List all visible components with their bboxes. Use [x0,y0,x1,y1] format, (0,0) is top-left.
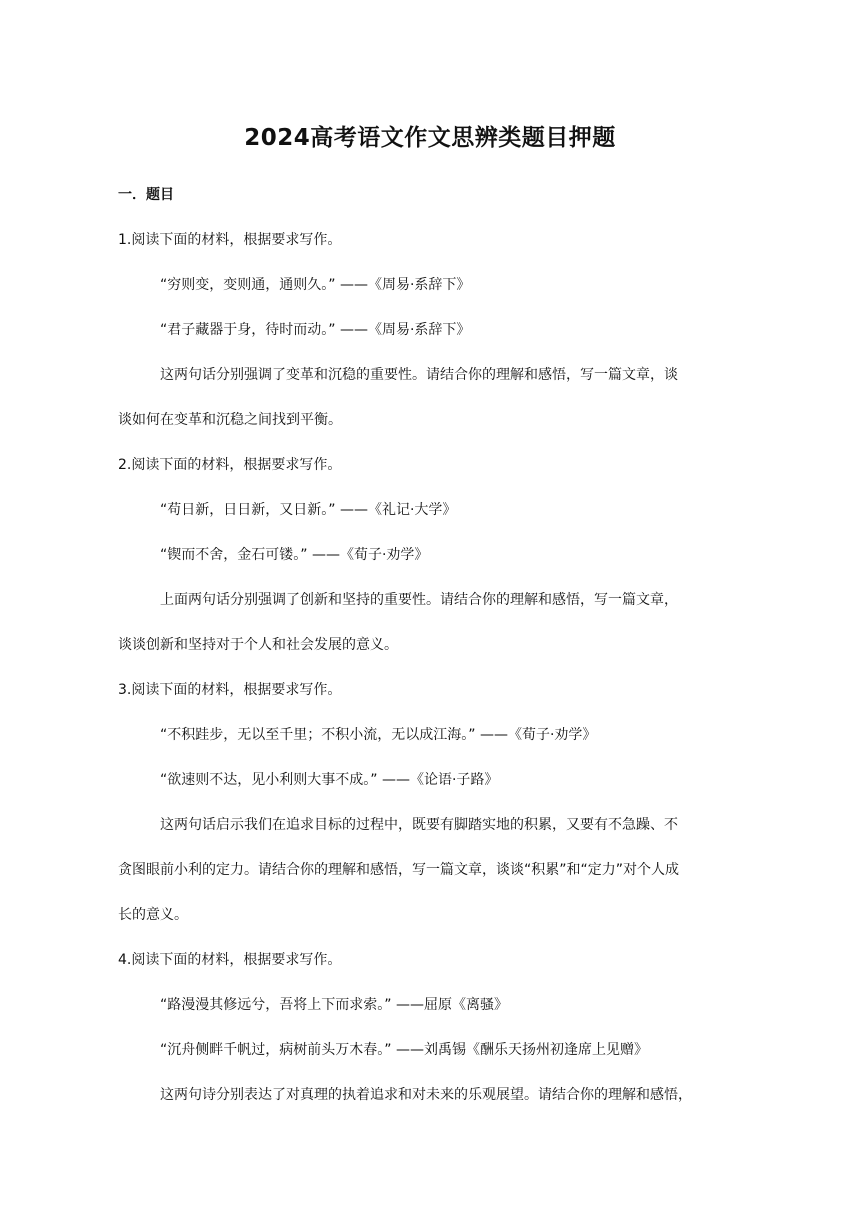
question-2-quote-1: “苟日新，日日新，又日新。” ——《礼记·大学》 [160,502,457,518]
question-1-body-line-2: 谈如何在变革和沉稳之间找到平衡。 [118,412,342,428]
question-2-quote-2: “锲而不舍，金石可镂。” ——《荀子·劝学》 [160,547,429,563]
question-4-quote-1: “路漫漫其修远兮，吾将上下而求索。” ——屈原《离骚》 [160,997,508,1013]
question-1-body-line-1: 这两句话分别强调了变革和沉稳的重要性。请结合你的理解和感悟，写一篇文章，谈 [160,367,678,383]
page-title: 2024高考语文作文思辨类题目押题 [244,125,616,151]
question-2-body-line-2: 谈谈创新和坚持对于个人和社会发展的意义。 [118,637,398,653]
question-1-quote-1: “穷则变，变则通，通则久。” ——《周易·系辞下》 [160,277,471,293]
question-1-prompt: 1.阅读下面的材料，根据要求写作。 [118,232,342,248]
question-3-prompt: 3.阅读下面的材料，根据要求写作。 [118,682,342,698]
question-3-quote-2: “欲速则不达，见小利则大事不成。” ——《论语·子路》 [160,772,499,788]
question-2-prompt: 2.阅读下面的材料，根据要求写作。 [118,457,342,473]
question-3-body-line-1: 这两句话启示我们在追求目标的过程中，既要有脚踏实地的积累，又要有不急躁、不 [160,817,678,833]
question-4-quote-2: “沉舟侧畔千帆过，病树前头万木春。” ——刘禹锡《酬乐天扬州初逢席上见赠》 [160,1042,648,1058]
question-3-quote-1: “不积跬步，无以至千里；不积小流，无以成江海。” ——《荀子·劝学》 [160,727,597,743]
question-4-prompt: 4.阅读下面的材料，根据要求写作。 [118,952,342,968]
question-2-body-line-1: 上面两句话分别强调了创新和坚持的重要性。请结合你的理解和感悟，写一篇文章， [160,592,678,608]
question-1-quote-2: “君子藏器于身，待时而动。” ——《周易·系辞下》 [160,322,471,338]
question-3-body-line-3: 长的意义。 [118,907,188,923]
section-heading: 一．题目 [118,187,174,203]
question-3-body-line-2: 贪图眼前小利的定力。请结合你的理解和感悟，写一篇文章，谈谈“积累”和“定力”对个人成 [118,862,680,878]
question-4-body-line-1: 这两句诗分别表达了对真理的执着追求和对未来的乐观展望。请结合你的理解和感悟， [160,1087,692,1103]
